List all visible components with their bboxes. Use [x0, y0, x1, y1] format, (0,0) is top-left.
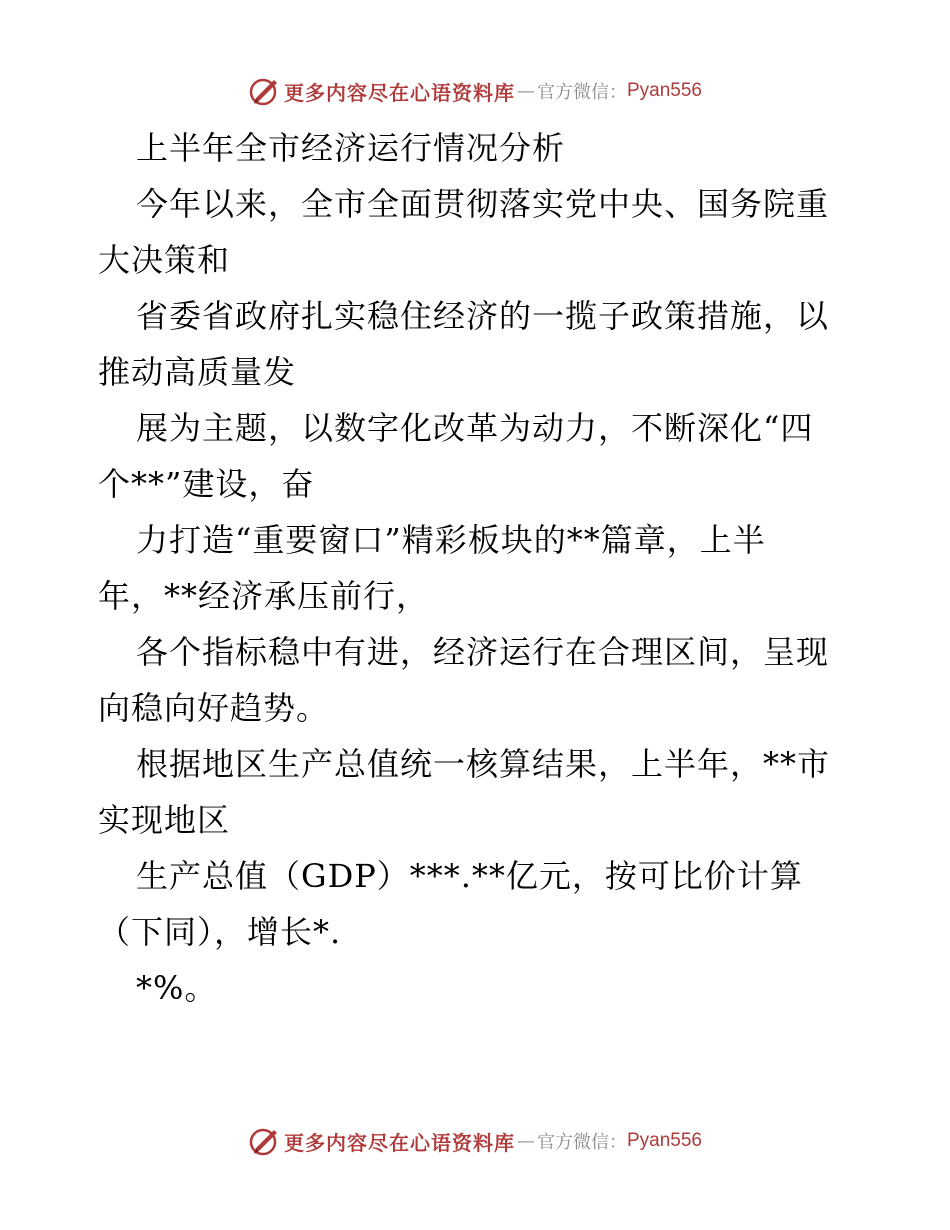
- text-line: 展为主题，以数字化改革为动力，不断深化“四: [136, 409, 814, 447]
- watermark-label: 官方微信：: [536, 82, 627, 103]
- text-line: 年，**经济承压前行，: [98, 577, 430, 615]
- pen-logo-icon: [248, 74, 282, 108]
- watermark-separator: —: [516, 80, 535, 102]
- text-line: 根据地区生产总值统一核算结果，上半年，**市: [136, 745, 831, 783]
- text-line: 省委省政府扎实稳住经济的一揽子政策措施，以: [136, 297, 830, 335]
- watermark-wechat-id: Pyan556: [626, 1130, 702, 1151]
- pen-logo-icon: [248, 1124, 282, 1158]
- footer-watermark: [0, 1124, 950, 1158]
- text-line: 各个指标稳中有进，经济运行在合理区间，呈现: [136, 633, 830, 671]
- text-line: 个**”建设，奋: [98, 465, 315, 503]
- document-title: 上半年全市经济运行情况分析: [136, 129, 566, 167]
- text-line: （下同），增长*.: [98, 913, 342, 951]
- text-line: 向稳向好趋势。: [98, 689, 330, 727]
- watermark-site-text: 更多内容尽在心语资料库: [283, 1130, 515, 1155]
- text-line: 力打造“重要窗口”精彩板块的**篇章，上半: [136, 521, 766, 559]
- text-line: *%。: [136, 969, 218, 1007]
- text-line: 今年以来，全市全面贯彻落实党中央、国务院重: [136, 185, 830, 223]
- watermark-separator: —: [516, 1130, 535, 1152]
- header-watermark: [0, 74, 950, 108]
- text-line: 实现地区: [98, 801, 231, 839]
- watermark-wechat-id: Pyan556: [626, 80, 702, 101]
- document-body: [98, 120, 858, 1016]
- text-line: 推动高质量发: [98, 353, 297, 391]
- text-line: 生产总值（GDP）***.**亿元，按可比价计算: [136, 857, 803, 895]
- text-line: 大决策和: [98, 241, 231, 279]
- watermark-site-text: 更多内容尽在心语资料库: [283, 80, 515, 105]
- watermark-label: 官方微信：: [536, 1132, 627, 1153]
